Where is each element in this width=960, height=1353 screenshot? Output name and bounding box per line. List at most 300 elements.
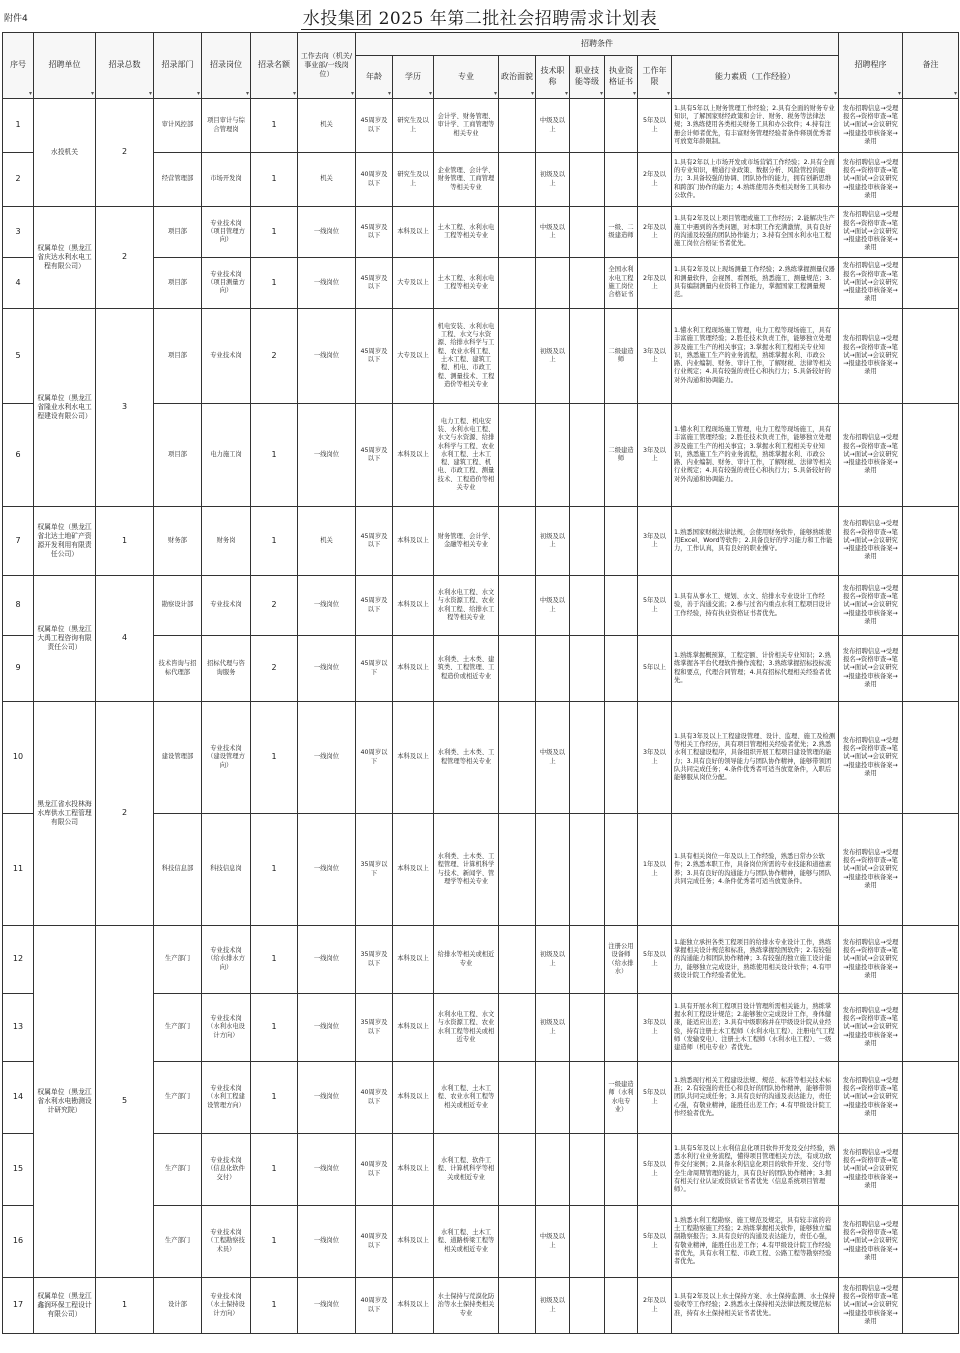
header-unit[interactable]: 招聘单位 ▾: [34, 33, 96, 99]
remark-cell: [903, 1062, 959, 1134]
destination-cell: 一线岗位: [298, 926, 356, 994]
destination-cell: 一线岗位: [298, 1278, 356, 1334]
destination-cell: 一线岗位: [298, 309, 356, 404]
title-rank-cell: 中级及以上: [536, 702, 570, 814]
post-cell: 招标代理与咨询服务: [202, 636, 251, 702]
major-cell: 机电安装、水利水电工程、水文与水资源、给排水科学与工程、农业水利工程、土木工程、建筑工程、机电、市政工程、测量技术、工程造价等相关专业: [434, 309, 499, 404]
education-cell: 本科及以上: [393, 1278, 434, 1334]
title-rank-cell: [536, 258, 570, 309]
post-cell: 专业技术岗: [202, 309, 251, 404]
ability-cell: 1.具有3年及以上工程建设管理、设计、监理、施工及检测等相关工作经历，具有项目管理相关经验者优先；2.熟悉水利工程建设程序，具备组织开展工程项目建设管理的能力；3.具有良好的领导能力与团队协作精神，能够带领团队共同完成任务；4.条件优秀者可适当放宽条件，入职后能够服从岗位分配。: [672, 702, 839, 814]
ability-cell: 1.熟练掌握概预算，工程定额、计价相关专业知识；2.熟练掌握各平台代理软件操作流程；3.熟练掌握招标投标流程和要点，代理合同管理；4.具有招标代理相关经验者优先。: [672, 636, 839, 702]
dept-cell: 生产部门: [154, 1062, 202, 1134]
seq-cell: 4: [3, 258, 34, 309]
certificate-cell: [605, 994, 638, 1062]
post-cell: 专业技术岗（水土保持设计方向）: [202, 1278, 251, 1334]
political-cell: [499, 576, 536, 636]
political-cell: [499, 1206, 536, 1278]
dept-cell: 生产部门: [154, 994, 202, 1062]
title-rank-cell: 初级及以上: [536, 994, 570, 1062]
political-cell: [499, 1062, 536, 1134]
total-cell: 1: [96, 507, 154, 576]
ability-cell: 1.具有相关岗位一年及以上工作经验，熟悉日常办公软件；2.熟悉本职工作，具备岗位所需的专业技能和道德素养；3.具有良好的沟通能力与团队协作精神，能够与团队共同完成任务；4.条件优秀者可适当放宽条件。: [672, 814, 839, 926]
qty-cell: 2: [251, 576, 298, 636]
title-rank-cell: [536, 636, 570, 702]
remark-cell: [903, 926, 959, 994]
skill-level-cell: [570, 207, 605, 258]
header-age[interactable]: 年龄 ▾: [356, 56, 393, 99]
qty-cell: 1: [251, 404, 298, 507]
title-rank-cell: 初级及以上: [536, 1278, 570, 1334]
major-cell: 土木工程、水利水电工程等相关专业: [434, 207, 499, 258]
work-years-cell: 5年及以上: [638, 926, 672, 994]
attachment-label: 附件4: [4, 14, 28, 24]
political-cell: [499, 404, 536, 507]
remark-cell: [903, 309, 959, 404]
remark-cell: [903, 507, 959, 576]
education-cell: 本科及以上: [393, 926, 434, 994]
education-cell: 本科及以上: [393, 207, 434, 258]
major-cell: 水利工程、土木工程、道路桥梁工程等相关或相近专业: [434, 1206, 499, 1278]
table-row: [3, 702, 959, 814]
skill-level-cell: [570, 507, 605, 576]
seq-cell: 12: [3, 926, 34, 994]
major-cell: 水利类、土木类、工程管理等相关专业: [434, 702, 499, 814]
remark-cell: [903, 99, 959, 153]
ability-cell: 1.懂水利工程现场施工管理，电力工程等现场施工，具有丰富施工管理经验；2.胜任技术负责工作，能够独立处理涉及施工生产的相关事宜；3.掌握水利工程相关专业知识，熟悉施工生产的业务流程，熟练掌握水利、市政公路、内业编制、财务、审计工作，了解财税、法律等相关行业规定；4.具有较强的责任心和执行力；5.具备较好的对外沟通和协调能力。: [672, 404, 839, 507]
remark-cell: [903, 636, 959, 702]
total-cell: 2: [96, 207, 154, 309]
ability-cell: 1.具有5年以上财务管理工作经验；2.具有全面的财务专业知识，了解国家财经政策和会计、财务、税务等法律法规；3.熟练使用各类相关财务工具和办公软件；4.持有注册会计师者优先，有丰富财务管理经验者条件释别优秀者可放宽年龄限制。: [672, 99, 839, 153]
work-years-cell: 1年及以上: [638, 814, 672, 926]
ability-cell: 1.具有5年及以上水利信息化项目软件开发及交付经验，熟悉水利行业业务流程，懂得项目管理相关方法，有成功软件交付案例；2.具备水利信息化项目的软件开发、交付等全生命周期管理的能力，具有良好的团队协作精神；3.拥有相关行业认证或资质证书者优先（信息系统项目管理师）。: [672, 1134, 839, 1206]
education-cell: 本科及以上: [393, 814, 434, 926]
table-row: [3, 207, 959, 258]
remark-cell: [903, 207, 959, 258]
political-cell: [499, 258, 536, 309]
major-cell: 会计学、财务管理、审计学、工商管理等相关专业: [434, 99, 499, 153]
skill-level-cell: [570, 1206, 605, 1278]
qty-cell: 1: [251, 207, 298, 258]
work-years-cell: 5年及以上: [638, 1062, 672, 1134]
remark-cell: [903, 153, 959, 207]
document-title-text: 水投集团 2025 年第二批社会招聘需求计划表: [302, 9, 658, 29]
remark-cell: [903, 1206, 959, 1278]
education-cell: 本科及以上: [393, 507, 434, 576]
certificate-cell: 二级建造师: [605, 404, 638, 507]
major-cell: 水利类、土木类、建筑类、工程管理、工程造价或相近专业: [434, 636, 499, 702]
destination-cell: 一线岗位: [298, 1206, 356, 1278]
skill-level-cell: [570, 309, 605, 404]
title-rank-cell: 初级及以上: [536, 153, 570, 207]
unit-cell: 权属单位（黑龙江省北达土地矿产资源开发利用有限责任公司）: [34, 507, 96, 576]
political-cell: [499, 814, 536, 926]
seq-cell: 1: [3, 99, 34, 153]
header-remark[interactable]: 备注 ▾: [903, 33, 959, 99]
dept-cell: 勘察设计部: [154, 576, 202, 636]
skill-level-cell: [570, 926, 605, 994]
procedure-cell: 发布招聘信息→受理报名→资格审查→笔试→面试→会议研究→报建投审核备案→录用: [839, 1134, 903, 1206]
total-cell: 1: [96, 1278, 154, 1334]
qty-cell: 2: [251, 309, 298, 404]
total-cell: 3: [96, 309, 154, 507]
destination-cell: 一线岗位: [298, 994, 356, 1062]
age-cell: 40周岁及以下: [356, 1206, 393, 1278]
header-major[interactable]: 专业 ▾: [434, 56, 499, 99]
certificate-cell: 二级建造师: [605, 309, 638, 404]
header-procedure[interactable]: 招聘程序 ▾: [839, 33, 903, 99]
seq-cell: 9: [3, 636, 34, 702]
age-cell: 35周岁及以下: [356, 994, 393, 1062]
table-row: [3, 507, 959, 576]
post-cell: 专业技术岗（项目测量方向）: [202, 258, 251, 309]
education-cell: 本科及以上: [393, 404, 434, 507]
seq-cell: 7: [3, 507, 34, 576]
dept-cell: 建设管理部: [154, 702, 202, 814]
table-body: [3, 99, 959, 1334]
unit-cell: 权属单位（黑龙江省隆业水利水电工程建设有限公司）: [34, 309, 96, 507]
procedure-cell: 发布招聘信息→受理报名→资格审查→笔试→面试→会议研究→报建投审核备案→录用: [839, 1062, 903, 1134]
dept-cell: 设计部: [154, 1278, 202, 1334]
remark-cell: [903, 994, 959, 1062]
remark-cell: [903, 702, 959, 814]
header-ability[interactable]: 能力素质（工作经验） ▾: [672, 56, 839, 99]
header-work-years[interactable]: 工作年限 ▾: [638, 56, 672, 99]
header-total[interactable]: 招录总数 ▾: [96, 33, 154, 99]
major-cell: 水土保持与荒漠化防治等水土保持类相关专业: [434, 1278, 499, 1334]
remark-cell: [903, 814, 959, 926]
destination-cell: 一线岗位: [298, 576, 356, 636]
procedure-cell: 发布招聘信息→受理报名→资格审查→笔试→面试→会议研究→报建投审核备案→录用: [839, 207, 903, 258]
work-years-cell: 2年及以上: [638, 153, 672, 207]
work-years-cell: 2年及以上: [638, 258, 672, 309]
major-cell: 水利工程、土木工程、农业水利工程等相关或相近专业: [434, 1062, 499, 1134]
major-cell: 电力工程、机电安装、水利水电工程、水文与水资源、给排水科学与工程、农业水利工程、土木工程、建筑工程、机电、市政工程、测量技术、工程造价等相关专业: [434, 404, 499, 507]
header-destination[interactable]: 工作去向（机关/事业部/一线岗位） ▾: [298, 33, 356, 99]
major-cell: 给排水等相关或相近专业: [434, 926, 499, 994]
document-title: [0, 4, 960, 29]
political-cell: [499, 99, 536, 153]
political-cell: [499, 926, 536, 994]
skill-level-cell: [570, 636, 605, 702]
political-cell: [499, 207, 536, 258]
procedure-cell: 发布招聘信息→受理报名→资格审查→笔试→面试→会议研究→报建投审核备案→录用: [839, 636, 903, 702]
remark-cell: [903, 258, 959, 309]
dept-cell: 财务部: [154, 507, 202, 576]
work-years-cell: 3年及以上: [638, 994, 672, 1062]
procedure-cell: 发布招聘信息→受理报名→资格审查→笔试→面试→会议研究→报建投审核备案→录用: [839, 994, 903, 1062]
table-row: [3, 1278, 959, 1334]
ability-cell: 1.具有2年及以上水土保持方案、水土保持监测、水土保持验收等工作经验；2.熟悉水土保持相关法律法规及规范标准，持有水土保持相关证书者优先。: [672, 1278, 839, 1334]
header-post[interactable]: 招录岗位 ▾: [202, 33, 251, 99]
title-rank-cell: [536, 1062, 570, 1134]
political-cell: [499, 1278, 536, 1334]
seq-cell: 8: [3, 576, 34, 636]
education-cell: 研究生及以上: [393, 153, 434, 207]
procedure-cell: 发布招聘信息→受理报名→资格审查→笔试→面试→会议研究→报建投审核备案→录用: [839, 153, 903, 207]
skill-level-cell: [570, 576, 605, 636]
certificate-cell: [605, 1278, 638, 1334]
procedure-cell: 发布招聘信息→受理报名→资格审查→笔试→面试→会议研究→报建投审核备案→录用: [839, 814, 903, 926]
political-cell: [499, 636, 536, 702]
header-political[interactable]: 政治面貌 ▾: [499, 56, 536, 99]
skill-level-cell: [570, 99, 605, 153]
post-cell: 专业技术岗（信息化软件交付）: [202, 1134, 251, 1206]
unit-cell: 黑龙江省水投林海水库供水工程管理有限公司: [34, 702, 96, 926]
education-cell: 大专及以上: [393, 309, 434, 404]
post-cell: 科技信息岗: [202, 814, 251, 926]
post-cell: 电力施工岗: [202, 404, 251, 507]
major-cell: 企业管理、会计学、财务管理、工商管理等相关专业: [434, 153, 499, 207]
skill-level-cell: [570, 1134, 605, 1206]
age-cell: 40周岁及以下: [356, 1134, 393, 1206]
age-cell: 40周岁及以下: [356, 1062, 393, 1134]
ability-cell: 1.具有从事水工、规划、水文、给排水专业设计工作经验，善于沟通交流；2.参与过省内重点水利工程项目设计工作经验，持有执业资格证书者优先。: [672, 576, 839, 636]
header-education[interactable]: 学历 ▾: [393, 56, 434, 99]
age-cell: 40周岁及以下: [356, 1278, 393, 1334]
destination-cell: 一线岗位: [298, 814, 356, 926]
political-cell: [499, 309, 536, 404]
table-row: [3, 926, 959, 994]
certificate-cell: [605, 1206, 638, 1278]
qty-cell: 1: [251, 1062, 298, 1134]
certificate-cell: 注册公用设备师（给水排水）: [605, 926, 638, 994]
age-cell: 40周岁及以下: [356, 153, 393, 207]
education-cell: 本科及以上: [393, 994, 434, 1062]
skill-level-cell: [570, 258, 605, 309]
header-title-rank[interactable]: 技术职称 ▾: [536, 56, 570, 99]
post-cell: 专业技术岗（水利水电设计方向）: [202, 994, 251, 1062]
title-rank-cell: [536, 1134, 570, 1206]
seq-cell: 15: [3, 1134, 34, 1206]
post-cell: 专业技术岗（建设管理方向）: [202, 702, 251, 814]
post-cell: 专业技术岗（项目管理方向）: [202, 207, 251, 258]
work-years-cell: 5年及以上: [638, 1206, 672, 1278]
qty-cell: 1: [251, 1134, 298, 1206]
seq-cell: 17: [3, 1278, 34, 1334]
destination-cell: 一线岗位: [298, 636, 356, 702]
work-years-cell: 2年及以上: [638, 207, 672, 258]
major-cell: 土木工程、水利水电工程等相关专业: [434, 258, 499, 309]
dept-cell: 项目部: [154, 258, 202, 309]
title-rank-cell: 中级及以上: [536, 99, 570, 153]
post-cell: 专业技术岗（工程勘察技术员）: [202, 1206, 251, 1278]
political-cell: [499, 994, 536, 1062]
post-cell: 专业技术岗（水利工程建设管理方向）: [202, 1062, 251, 1134]
ability-cell: 1.能独立承担各类工程项目的给排水专业设计工作，熟练掌握相关设计规范和标准，熟练掌握绘图软件；2.有较强的沟通能力和团队协作精神；3.有较强的独立施工设计能力，能够独立完成设计，熟练使用相关设计软件；4.有甲级设计院工作经验者优先。: [672, 926, 839, 994]
age-cell: 45周岁及以下: [356, 576, 393, 636]
qty-cell: 1: [251, 994, 298, 1062]
remark-cell: [903, 1134, 959, 1206]
title-rank-cell: [536, 404, 570, 507]
age-cell: 45周岁以下: [356, 636, 393, 702]
destination-cell: 一线岗位: [298, 404, 356, 507]
dept-cell: 项目部: [154, 207, 202, 258]
destination-cell: 一线岗位: [298, 702, 356, 814]
seq-cell: 13: [3, 994, 34, 1062]
major-cell: 财务管理、会计学、金融等相关专业: [434, 507, 499, 576]
post-cell: 财务岗: [202, 507, 251, 576]
procedure-cell: 发布招聘信息→受理报名→资格审查→笔试→面试→会议研究→报建投审核备案→录用: [839, 1278, 903, 1334]
remark-cell: [903, 576, 959, 636]
post-cell: 项目审计与综合管理岗: [202, 99, 251, 153]
skill-level-cell: [570, 994, 605, 1062]
seq-cell: 10: [3, 702, 34, 814]
education-cell: 本科及以上: [393, 702, 434, 814]
total-cell: 5: [96, 926, 154, 1278]
header-qty[interactable]: 招录名额 ▾: [251, 33, 298, 99]
work-years-cell: 5年及以上: [638, 576, 672, 636]
unit-cell: 权属单位（黑龙江鑫润环保工程设计有限公司）: [34, 1278, 96, 1334]
political-cell: [499, 153, 536, 207]
qty-cell: 1: [251, 1278, 298, 1334]
destination-cell: 一线岗位: [298, 207, 356, 258]
title-rank-cell: 中级及以上: [536, 576, 570, 636]
age-cell: 45周岁及以下: [356, 507, 393, 576]
qty-cell: 1: [251, 926, 298, 994]
post-cell: 专业技术岗（给水排水方向）: [202, 926, 251, 994]
major-cell: 水利水电工程、水文与水资源工程、农业水利工程、给排水工程等相关专业: [434, 576, 499, 636]
education-cell: 本科及以上: [393, 636, 434, 702]
title-rank-cell: 初级及以上: [536, 309, 570, 404]
age-cell: 45周岁及以下: [356, 258, 393, 309]
certificate-cell: [605, 507, 638, 576]
post-cell: 市场开发岗: [202, 153, 251, 207]
certificate-cell: [605, 153, 638, 207]
title-rank-cell: [536, 814, 570, 926]
remark-cell: [903, 404, 959, 507]
seq-cell: 5: [3, 309, 34, 404]
destination-cell: 一线岗位: [298, 1062, 356, 1134]
dept-cell: 经营管理部: [154, 153, 202, 207]
certificate-cell: [605, 576, 638, 636]
dept-cell: 生产部门: [154, 1134, 202, 1206]
age-cell: 45周岁及以下: [356, 207, 393, 258]
header-dept[interactable]: 招录部门 ▾: [154, 33, 202, 99]
certificate-cell: 一级建造师（水利水电专业）: [605, 1062, 638, 1134]
seq-cell: 2: [3, 153, 34, 207]
work-years-cell: 5年及以上: [638, 1134, 672, 1206]
destination-cell: 机关: [298, 99, 356, 153]
certificate-cell: 全国水利水电工程施工岗位合格证书: [605, 258, 638, 309]
certificate-cell: [605, 99, 638, 153]
procedure-cell: 发布招聘信息→受理报名→资格审查→笔试→面试→会议研究→报建投审核备案→录用: [839, 926, 903, 994]
procedure-cell: 发布招聘信息→受理报名→资格审查→笔试→面试→会议研究→报建投审核备案→录用: [839, 576, 903, 636]
age-cell: 35周岁以下: [356, 814, 393, 926]
dept-cell: 科技信息部: [154, 814, 202, 926]
dept-cell: 生产部门: [154, 926, 202, 994]
skill-level-cell: [570, 702, 605, 814]
qty-cell: 1: [251, 153, 298, 207]
table-header: [3, 33, 959, 99]
qty-cell: 1: [251, 702, 298, 814]
table-row: [3, 309, 959, 404]
total-cell: 4: [96, 576, 154, 702]
work-years-cell: 3年及以上: [638, 309, 672, 404]
seq-cell: 14: [3, 1062, 34, 1134]
procedure-cell: 发布招聘信息→受理报名→资格审查→笔试→面试→会议研究→报建投审核备案→录用: [839, 309, 903, 404]
political-cell: [499, 702, 536, 814]
qty-cell: 2: [251, 636, 298, 702]
destination-cell: 机关: [298, 507, 356, 576]
remark-cell: [903, 1278, 959, 1334]
certificate-cell: [605, 636, 638, 702]
recruitment-plan-table: [2, 32, 959, 1334]
ability-cell: 1.懂水利工程现场施工管理，电力工程等现场施工，具有丰富施工管理经验；2.胜任技术负责工作，能够独立处理涉及施工生产的相关事宜；3.掌握水利工程相关专业知识，熟悉施工生产的业务流程，熟练掌握水利、市政公路、内业编制、财务、审计工作，了解财税、法律等相关行业规定；4.具有较强的责任心和执行力；5.具备较好的对外沟通和协调能力。: [672, 309, 839, 404]
skill-level-cell: [570, 1062, 605, 1134]
certificate-cell: 一级、二级建造师: [605, 207, 638, 258]
destination-cell: 一线岗位: [298, 1134, 356, 1206]
title-rank-cell: 中级及以上: [536, 207, 570, 258]
political-cell: [499, 507, 536, 576]
work-years-cell: 3年及以上: [638, 404, 672, 507]
major-cell: 水利类、土木类、工程管理、计算机科学与技术、新闻学、管理学等相关专业: [434, 814, 499, 926]
qty-cell: 1: [251, 507, 298, 576]
education-cell: 本科及以上: [393, 576, 434, 636]
certificate-cell: [605, 702, 638, 814]
seq-cell: 16: [3, 1206, 34, 1278]
unit-cell: 水投机关: [34, 99, 96, 207]
certificate-cell: [605, 1134, 638, 1206]
major-cell: 水利工程、软件工程、计算机科学等相关或相近专业: [434, 1134, 499, 1206]
procedure-cell: 发布招聘信息→受理报名→资格审查→笔试→面试→会议研究→报建投审核备案→录用: [839, 99, 903, 153]
table-row: [3, 99, 959, 153]
education-cell: 大专及以上: [393, 258, 434, 309]
procedure-cell: 发布招聘信息→受理报名→资格审查→笔试→面试→会议研究→报建投审核备案→录用: [839, 404, 903, 507]
work-years-cell: 5年及以上: [638, 99, 672, 153]
title-rank-cell: 初级及以上: [536, 926, 570, 994]
procedure-cell: 发布招聘信息→受理报名→资格审查→笔试→面试→会议研究→报建投审核备案→录用: [839, 1206, 903, 1278]
work-years-cell: 5年以上: [638, 636, 672, 702]
age-cell: 35周岁及以下: [356, 926, 393, 994]
header-skill-level[interactable]: 职业技能等级 ▾: [570, 56, 605, 99]
title-rank-cell: 中级及以上: [536, 1206, 570, 1278]
ability-cell: 1.具有2年以上市场开发或市场营销工作经验；2.具有全面的专业知识，精通行业政策、数据分析、风险管控的能力；3.具备较强的协调、团队协作的能力，拥有创新思维和跨部门协作的能力；4.熟练使用各类相关财务工具和办公软件。: [672, 153, 839, 207]
skill-level-cell: [570, 814, 605, 926]
skill-level-cell: [570, 1278, 605, 1334]
procedure-cell: 发布招聘信息→受理报名→资格审查→笔试→面试→会议研究→报建投审核备案→录用: [839, 507, 903, 576]
skill-level-cell: [570, 404, 605, 507]
table-row: [3, 576, 959, 636]
destination-cell: 一线岗位: [298, 258, 356, 309]
skill-level-cell: [570, 153, 605, 207]
post-cell: 专业技术岗: [202, 576, 251, 636]
dept-cell: 技术咨询与招标代理部: [154, 636, 202, 702]
dept-cell: 项目部: [154, 309, 202, 404]
age-cell: 40周岁以下: [356, 702, 393, 814]
total-cell: 2: [96, 99, 154, 207]
major-cell: 水利水电工程、水文与水资源工程、农业水利工程等相关或相近专业: [434, 994, 499, 1062]
age-cell: 45周岁及以下: [356, 99, 393, 153]
header-seq[interactable]: 序号 ▾: [3, 33, 34, 99]
qty-cell: 1: [251, 258, 298, 309]
qty-cell: 1: [251, 814, 298, 926]
political-cell: [499, 1134, 536, 1206]
title-rank-cell: 初级及以上: [536, 507, 570, 576]
ability-cell: 1.熟悉国家财税法律法规，会使用财务软件，能够熟练使用Excel、Word等软件；2.具备良好的学习能力和工作能力，工作认真，具有良好的职业操守。: [672, 507, 839, 576]
education-cell: 本科及以上: [393, 1134, 434, 1206]
work-years-cell: 3年及以上: [638, 507, 672, 576]
ability-cell: 1.熟悉现行相关工程建设法规、规范、标准等相关技术标准；2.有较强的责任心和良好的团队协作精神，能够带领团队共同完成任务；3.具有良好的沟通及表达能力，责任心强，有敬业精神，能胜任出差工作；4.有甲级设计院工作经验者优先。: [672, 1062, 839, 1134]
dept-cell: 项目部: [154, 404, 202, 507]
unit-cell: 权属单位（黑龙江大禹工程咨询有限责任公司）: [34, 576, 96, 702]
procedure-cell: 发布招聘信息→受理报名→资格审查→笔试→面试→会议研究→报建投审核备案→录用: [839, 702, 903, 814]
header-certificate[interactable]: 执业资格证书 ▾: [605, 56, 638, 99]
education-cell: 研究生及以上: [393, 99, 434, 153]
ability-cell: 1.熟悉水利工程勘察、施工规范及规定，具有较丰富的岩土工程勘察施工经验；2.熟练掌握相关软件，能够独立编制勘察报告；3.具有良好的沟通及表达能力，责任心强，有敬业精神，能胜任出差工作；4.有甲级设计院工作经验者优先，具有水利工程、市政工程、公路工程等勘察经验者优先。: [672, 1206, 839, 1278]
seq-cell: 11: [3, 814, 34, 926]
dept-cell: 生产部门: [154, 1206, 202, 1278]
